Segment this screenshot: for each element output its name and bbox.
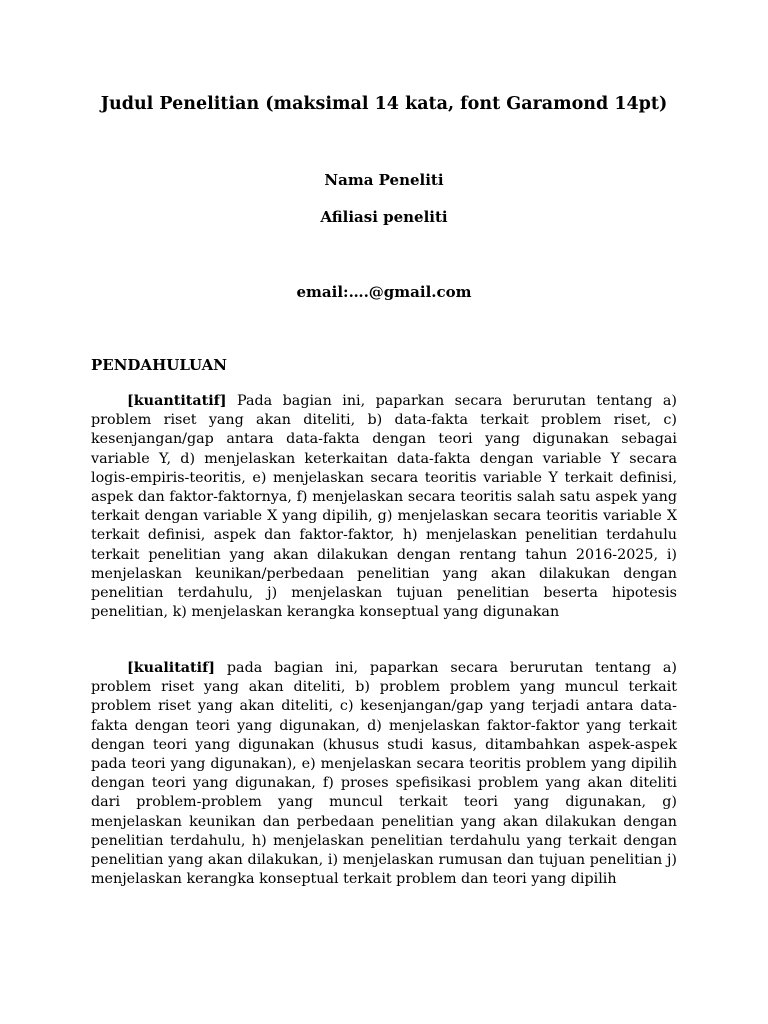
paragraph-tag: [kuantitatif] (127, 393, 227, 409)
paragraph-qualitative (91, 659, 677, 889)
author-name: Nama Peneliti (324, 171, 444, 189)
section-heading: PENDAHULUAN (91, 356, 228, 374)
paragraph-text: pada bagian ini, paparkan secara berurutan tentang a) problem riset yang akan diteliti, b) problem problem yang muncul terkait problem riset yang akan diteliti, c) kesenjangan/gap yang terjadi antara data-fakta dengan teori yang digunakan, d) menjelaskan faktor-faktor yang terkait dengan teori yang digunakan (khusus studi kasus, ditambahkan aspek-aspek pada teori yang digunakan), e) menjelaskan secara teoritis problem yang dipilih dengan teori yang digunakan, f) proses spefisikasi problem yang akan diteliti dari problem-problem yang muncul terkait teori yang digunakan, g) menjelaskan keunikan dan perbedaan penelitian yang akan dilakukan dengan penelitian terdahulu, h) menjelaskan penelitian terdahulu yang terkait dengan penelitian yang akan dilakukan, i) menjelaskan rumusan dan tujuan penelitian j) menjelaskan kerangka konseptual terkait problem dan teori yang dipilih (91, 660, 677, 888)
author-affiliation: Afiliasi peneliti (320, 208, 448, 226)
paper-title: Judul Penelitian (maksimal 14 kata, font Garamond 14pt) (100, 94, 668, 114)
author-email: email:….@gmail.com (296, 283, 472, 301)
paragraph-quantitative (91, 392, 677, 622)
paragraph-tag: [kualitatif] (127, 660, 216, 676)
paragraph-text: Pada bagian ini, paparkan secara berurutan tentang a) problem riset yang akan diteliti, b) data-fakta terkait problem riset, c) kesenjangan/gap antara data-fakta dengan teori yang digunakan sebagai variable Y, d) menjelaskan keterkaitan data-fakta dengan variable Y secara logis-empiris-teoritis, e) menjelaskan secara teoritis variable Y terkait definisi, aspek dan faktor-faktornya, f) menjelaskan secara teoritis salah satu aspek yang terkait dengan variable X yang dipilih, g) menjelaskan secara teoritis variable X terkait definisi, aspek dan faktor-faktor, h) menjelaskan penelitian terdahulu terkait penelitian yang akan dilakukan dengan rentang tahun 2016-2025, i) menjelaskan keunikan/perbedaan penelitian yang akan dilakukan dengan penelitian terdahulu, j) menjelaskan tujuan penelitian beserta hipotesis penelitian, k) menjelaskan kerangka konseptual yang digunakan (91, 393, 677, 621)
